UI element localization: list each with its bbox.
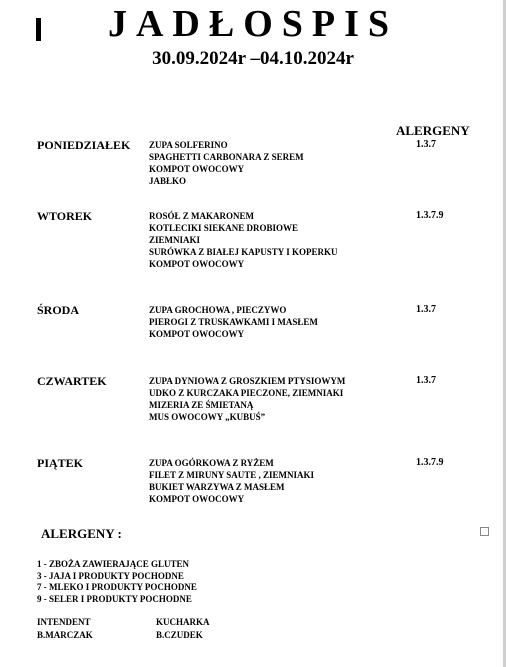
date-range: 30.09.2024r –04.10.2024r <box>152 48 354 69</box>
checkbox-icon[interactable] <box>480 527 489 536</box>
menu-item: ZUPA GROCHOWA , PIECZYWO <box>149 305 287 315</box>
allergen-legend <box>37 559 197 605</box>
menu-item: ZUPA DYNIOWA Z GROSZKIEM PTYSIOWYM <box>149 376 346 386</box>
menu-tuesday <box>149 210 337 270</box>
allergen-codes-thursday: 1.3.7 <box>416 375 436 386</box>
day-label-tuesday: WTOREK <box>37 209 93 223</box>
menu-item: KOMPOT OWOCOWY <box>149 259 245 269</box>
menu-item: ROSÓŁ Z MAKARONEM <box>149 211 255 221</box>
menu-item: KOMPOT OWOCOWY <box>149 164 245 174</box>
legend-item: 3 - JAJA I PRODUKTY POCHODNE <box>37 570 184 581</box>
page-title: JADŁOSPIS <box>107 3 399 45</box>
menu-item: KOTLECIKI SIEKANE DROBIOWE <box>149 223 299 233</box>
menu-item: MIZERIA ZE ŚMIETANĄ <box>149 400 254 410</box>
day-label-thursday: CZWARTEK <box>37 374 107 388</box>
intendent-role: INTENDENT <box>37 617 91 627</box>
menu-monday <box>149 139 304 187</box>
menu-item: JABŁKO <box>149 176 187 186</box>
menu-item: UDKO Z KURCZAKA PIECZONE, ZIEMNIAKI <box>149 388 344 398</box>
allergens-column-header: ALERGENY <box>396 123 470 138</box>
legend-item: 9 - SELER I PRODUKTY POCHODNE <box>37 593 192 604</box>
day-label-monday: PONIEDZIAŁEK <box>37 138 131 152</box>
allergen-codes-monday: 1.3.7 <box>416 139 436 150</box>
legend-item: 7 - MLEKO I PRODUKTY POCHODNE <box>37 582 197 592</box>
intendent-name: B.MARCZAK <box>37 630 93 640</box>
cook-name: B.CZUDEK <box>156 630 203 640</box>
legend-title: ALERGENY : <box>41 526 122 541</box>
menu-item: SURÓWKA Z BIAŁEJ KAPUSTY I KOPERKU <box>149 247 338 257</box>
menu-item: FILET Z MIRUNY SAUTE , ZIEMNIAKI <box>149 470 315 480</box>
menu-item: ZUPA OGÓRKOWA Z RYŻEM <box>149 458 274 468</box>
day-label-wednesday: ŚRODA <box>37 303 80 317</box>
intendent-signature <box>37 616 93 642</box>
legend-item: 1 - ZBOŻA ZAWIERAJĄCE GLUTEN <box>37 559 190 569</box>
menu-item: PIEROGI Z TRUSKAWKAMI I MASŁEM <box>149 317 318 327</box>
menu-thursday <box>149 375 345 423</box>
menu-item: ZUPA SOLFERINO <box>149 140 228 150</box>
day-label-friday: PIĄTEK <box>37 456 84 470</box>
allergen-codes-tuesday: 1.3.7.9 <box>416 210 444 221</box>
menu-item: BUKIET WARZYWA Z MASŁEM <box>149 482 285 492</box>
menu-item: KOMPOT OWOCOWY <box>149 329 245 339</box>
menu-friday <box>149 457 314 505</box>
menu-wednesday <box>149 304 318 340</box>
menu-item: KOMPOT OWOCOWY <box>149 494 245 504</box>
menu-item: MUS OWOCOWY „KUBUŚ” <box>149 412 266 422</box>
allergen-codes-wednesday: 1.3.7 <box>416 304 436 315</box>
cook-role: KUCHARKA <box>156 617 210 627</box>
menu-item: SPAGHETTI CARBONARA Z SEREM <box>149 152 304 162</box>
cook-signature <box>156 616 210 642</box>
menu-item: ZIEMNIAKI <box>149 235 201 245</box>
allergen-codes-friday: 1.3.7.9 <box>416 457 444 468</box>
